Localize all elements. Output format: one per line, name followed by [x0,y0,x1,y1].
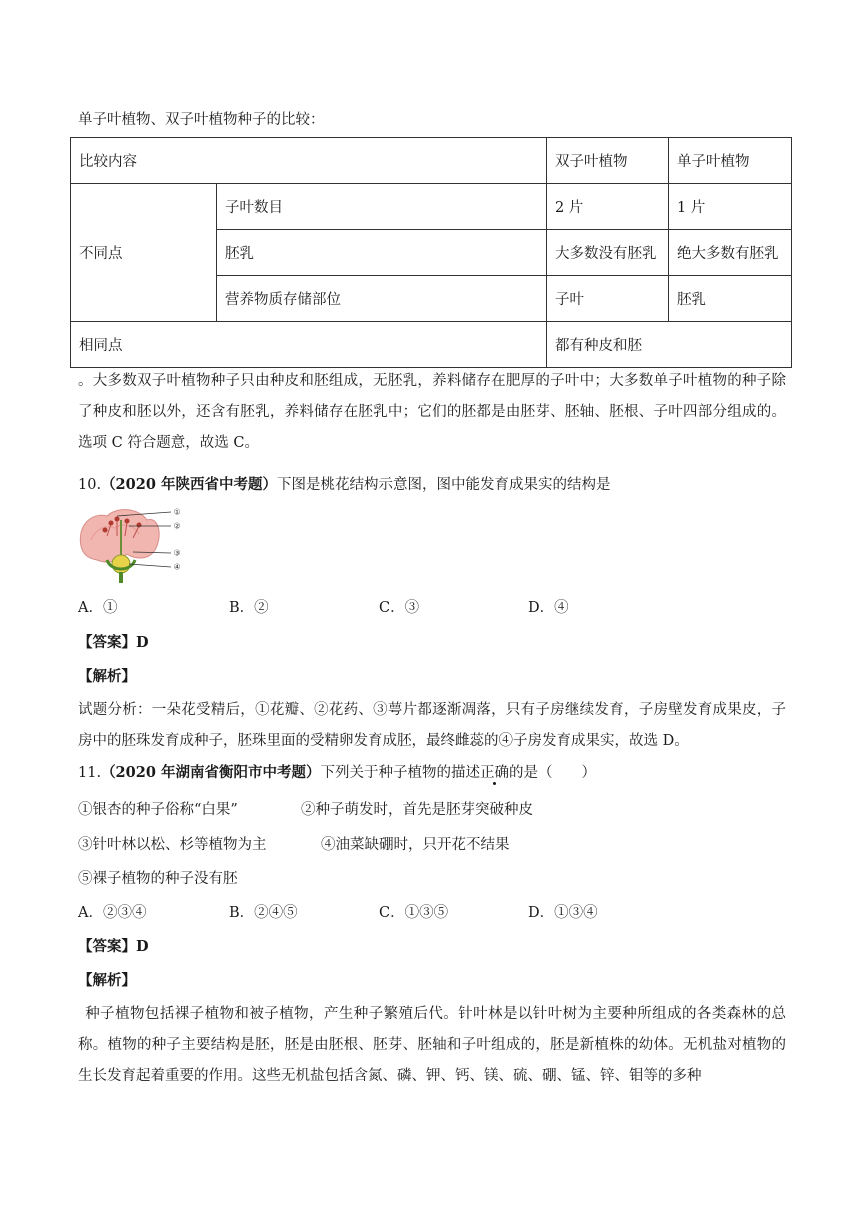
peach-flower-diagram [77,506,192,584]
figure-label-4: ④ [173,562,181,572]
question-10-stem [78,475,610,495]
option-b[interactable]: B．② [229,600,269,616]
figure-label-2: ② [173,521,181,531]
table-cell-monocot: 胚乳 [669,276,792,322]
question-number: 11. [78,765,102,781]
answer-line [78,633,149,653]
question-10-options [78,598,786,618]
option-a[interactable]: A．① [78,600,118,616]
table-cell-monocot: 绝大多数有胚乳 [669,230,792,276]
statement-row [78,800,786,820]
option-d[interactable]: D．①③④ [528,905,598,921]
analysis-tag: 【解析】 [78,972,136,989]
figure-labels [173,508,181,572]
table-cell-item: 营养物质存储部位 [217,276,547,322]
petal-shape [80,510,159,562]
question-stem: 下图是桃花结构示意图，图中能发育成果实的结构是 [276,477,611,493]
question-number: 10. [78,477,102,493]
table-cell-dicot: 2 片 [547,184,669,230]
analysis-tag: 【解析】 [78,668,136,685]
question-source: （2020 年陕西省中考题） [101,476,277,493]
analysis-paragraph: 试题分析：一朵花受精后，①花瓣、②花药、③萼片都逐渐凋落，只有子房继续发育，子房壁发育成果皮，子房中的胚珠发育成种子，胚珠里面的受精卵发育成胚，最终雌蕊的④子房发育成果实，故选 D。 [78,702,786,749]
statement: ①银杏的种子俗称“白果” [78,802,238,818]
table-header-content: 比较内容 [71,138,547,184]
table-row [71,138,792,184]
analysis-paragraph: 种子植物包括裸子植物和被子植物，产生种子繁殖后代。针叶林是以针叶树为主要种所组成的各类森林的总称。植物的种子主要结构是胚，胚是由胚根、胚芽、胚轴和子叶组成的，胚是新植株的幼体。无机盐对植物的生长发育起着重要的作用。这些无机盐包括含氮、磷、钾、钙、镁、硫、硼、锰、锌、钼等的多种 [78,1006,786,1084]
table-header-dicot: 双子叶植物 [547,138,669,184]
answer-value: D [136,938,149,955]
answer-tag: 【答案】 [78,938,136,955]
table-cell-item: 子叶数目 [217,184,547,230]
same-label: 相同点 [71,322,547,368]
same-value: 都有种皮和胚 [547,322,792,368]
answer-line [78,937,149,957]
question-11-stem [78,763,596,783]
question-11-options [78,903,786,923]
statement: ②种子萌发时，首先是胚芽突破种皮 [301,802,533,818]
answer-tag: 【答案】 [78,634,136,651]
option-b[interactable]: B．②④⑤ [229,905,298,921]
question-stem-pre: 下列关于种子植物的描述 [320,765,480,781]
table-cell-monocot: 1 片 [669,184,792,230]
table-cell-item: 胚乳 [217,230,547,276]
intro-line: 单子叶植物、双子叶植物种子的比较： [78,112,325,128]
statement: ③针叶林以松、杉等植物为主 [78,837,267,853]
option-a[interactable]: A．②③④ [78,905,147,921]
explanation-paragraph: 。大多数双子叶植物种子只由种皮和胚组成，无胚乳，养料储存在肥厚的子叶中；大多数单子叶植物的种子除了种皮和胚以外，还含有胚乳，养料储存在胚乳中；它们的胚都是由胚芽、胚轴、胚根、子叶四部分组成的。选项 C 符合题意，故选 C。 [78,373,786,451]
table-row [71,322,792,368]
figure-label-1: ① [173,507,181,517]
option-d[interactable]: D．④ [528,600,569,616]
statement: ④油菜缺硼时，只开花不结果 [321,837,510,853]
option-c[interactable]: C．③ [379,600,420,616]
comparison-table [70,137,792,368]
question-stem-post: 的是（ ） [508,765,596,781]
option-c[interactable]: C．①③⑤ [379,905,449,921]
answer-value: D [136,634,149,651]
figure-label-3: ③ [173,548,181,558]
diff-label: 不同点 [71,184,217,322]
statement-row: ⑤裸子植物的种子没有胚 [78,871,238,887]
question-source: （2020 年湖南省衡阳市中考题） [101,764,321,781]
statement-row [78,835,786,855]
table-header-monocot: 单子叶植物 [669,138,792,184]
table-cell-dicot: 子叶 [547,276,669,322]
table-cell-dicot: 大多数没有胚乳 [547,230,669,276]
emphasis-word: 正确 [479,765,509,781]
table-row [71,184,792,230]
